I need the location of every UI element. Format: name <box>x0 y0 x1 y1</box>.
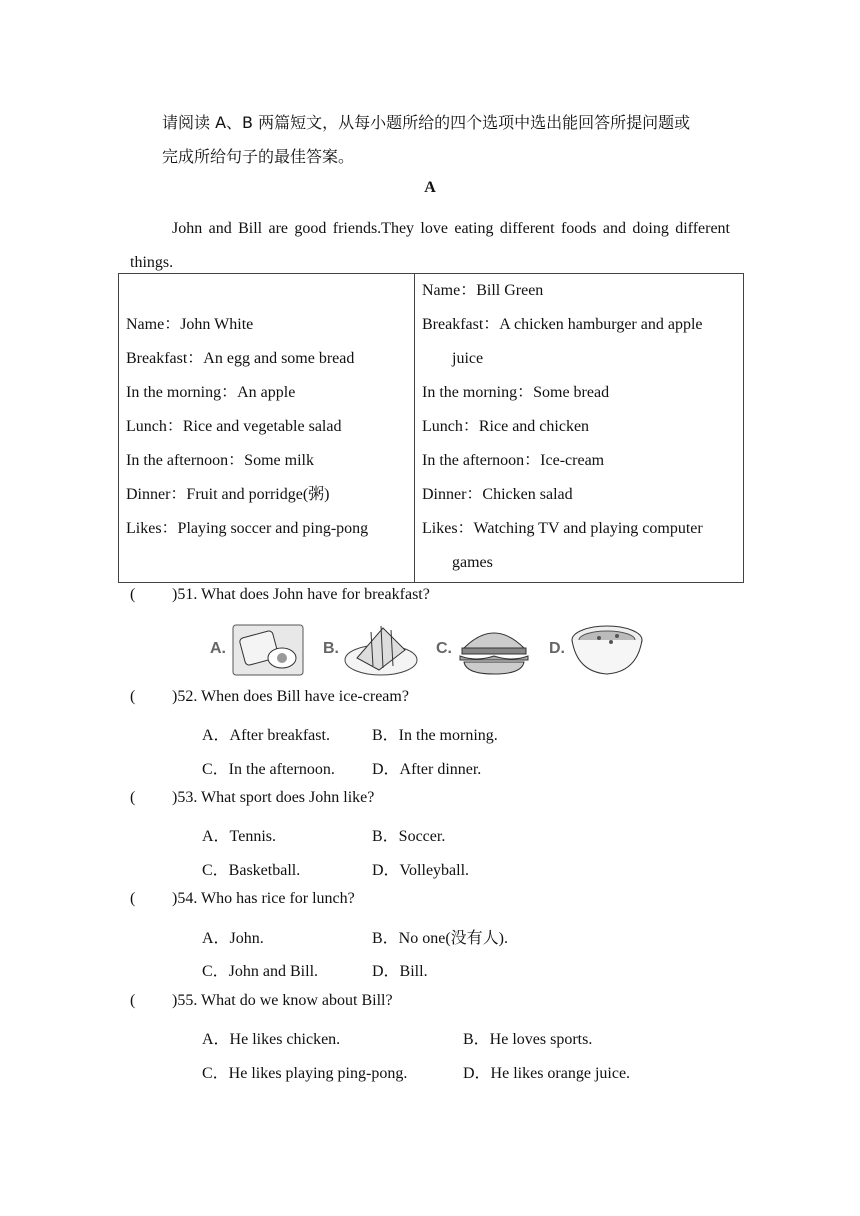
question-stem: )52. When does Bill have ice-cream? <box>172 688 409 705</box>
instruction-line-2: 完成所给句子的最佳答案。 <box>162 147 355 166</box>
bill-breakfast-cont: juice <box>452 350 484 367</box>
hamburger-icon[interactable] <box>456 624 532 682</box>
option-d[interactable]: D．Volleyball. <box>372 862 470 879</box>
option-a[interactable]: A．After breakfast. <box>202 727 330 744</box>
option-a[interactable]: A．He likes chicken. <box>202 1031 341 1048</box>
sandwich-icon[interactable] <box>343 620 419 678</box>
instruction-line-1: 请阅读 A、B 两篇短文，从每小题所给的四个选项中选出能回答所提问题或 <box>162 113 691 132</box>
john-cell <box>119 274 415 583</box>
answer-blank[interactable]: ( <box>130 586 136 603</box>
question-51 <box>130 586 430 604</box>
answer-blank[interactable]: ( <box>130 890 136 907</box>
bread-egg-icon[interactable] <box>232 624 304 682</box>
question-stem: )51. What does John have for breakfast? <box>172 586 430 603</box>
answer-blank[interactable]: ( <box>130 992 136 1009</box>
section-title: A <box>424 179 436 196</box>
option-c-label: C. <box>436 640 452 657</box>
option-c[interactable]: C．He likes playing ping-pong. <box>202 1065 408 1082</box>
option-b[interactable]: B．He loves sports. <box>463 1031 593 1048</box>
option-d[interactable]: D．After dinner. <box>372 761 482 778</box>
question-stem: )54. Who has rice for lunch? <box>172 890 355 907</box>
john-spacer <box>126 546 414 580</box>
question-55 <box>130 992 393 1010</box>
option-a[interactable]: A．Tennis. <box>202 828 276 845</box>
passage-text: John and Bill are good friends.They love eating different foods and doing different things. <box>130 220 730 271</box>
option-b-label: B. <box>323 640 339 657</box>
option-a[interactable]: A．John. <box>202 930 264 947</box>
question-stem: )55. What do we know about Bill? <box>172 992 393 1009</box>
question-54 <box>130 890 355 908</box>
option-c[interactable]: C．In the afternoon. <box>202 761 335 778</box>
bill-dinner: Dinner：Chicken salad <box>422 486 573 503</box>
bill-likes: Likes：Watching TV and playing computer <box>422 520 703 537</box>
john-afternoon: In the afternoon：Some milk <box>126 452 314 469</box>
john-morning: In the morning：An apple <box>126 384 296 401</box>
option-c[interactable]: C．Basketball. <box>202 862 301 879</box>
john-lunch: Lunch：Rice and vegetable salad <box>126 418 342 435</box>
option-a-label: A. <box>210 640 226 657</box>
bill-lunch: Lunch：Rice and chicken <box>422 418 590 435</box>
john-likes: Likes：Playing soccer and ping-pong <box>126 520 369 537</box>
bill-likes-cont: games <box>452 554 493 571</box>
john-dinner: Dinner：Fruit and porridge(粥) <box>126 486 330 503</box>
answer-blank[interactable]: ( <box>130 789 136 806</box>
question-52 <box>130 688 409 706</box>
question-53 <box>130 789 374 807</box>
john-breakfast: Breakfast：An egg and some bread <box>126 350 355 367</box>
bill-morning: In the morning：Some bread <box>422 384 610 401</box>
option-d-label: D. <box>549 640 565 657</box>
option-d[interactable]: D．Bill. <box>372 963 428 980</box>
option-d[interactable]: D．He likes orange juice. <box>463 1065 631 1082</box>
bill-name: Name：Bill Green <box>422 282 544 299</box>
option-b[interactable]: B．In the morning. <box>372 727 498 744</box>
bill-cell <box>415 274 744 583</box>
food-table <box>118 273 744 583</box>
answer-blank[interactable]: ( <box>130 688 136 705</box>
question-stem: )53. What sport does John like? <box>172 789 375 806</box>
option-b[interactable]: B．No one(没有人). <box>372 930 508 947</box>
bill-breakfast: Breakfast：A chicken hamburger and apple <box>422 316 703 333</box>
porridge-bowl-icon[interactable] <box>569 622 645 680</box>
passage <box>130 212 730 280</box>
option-c[interactable]: C．John and Bill. <box>202 963 319 980</box>
bill-afternoon: In the afternoon：Ice-cream <box>422 452 605 469</box>
option-b[interactable]: B．Soccer. <box>372 828 446 845</box>
john-name: Name：John White <box>126 316 254 333</box>
